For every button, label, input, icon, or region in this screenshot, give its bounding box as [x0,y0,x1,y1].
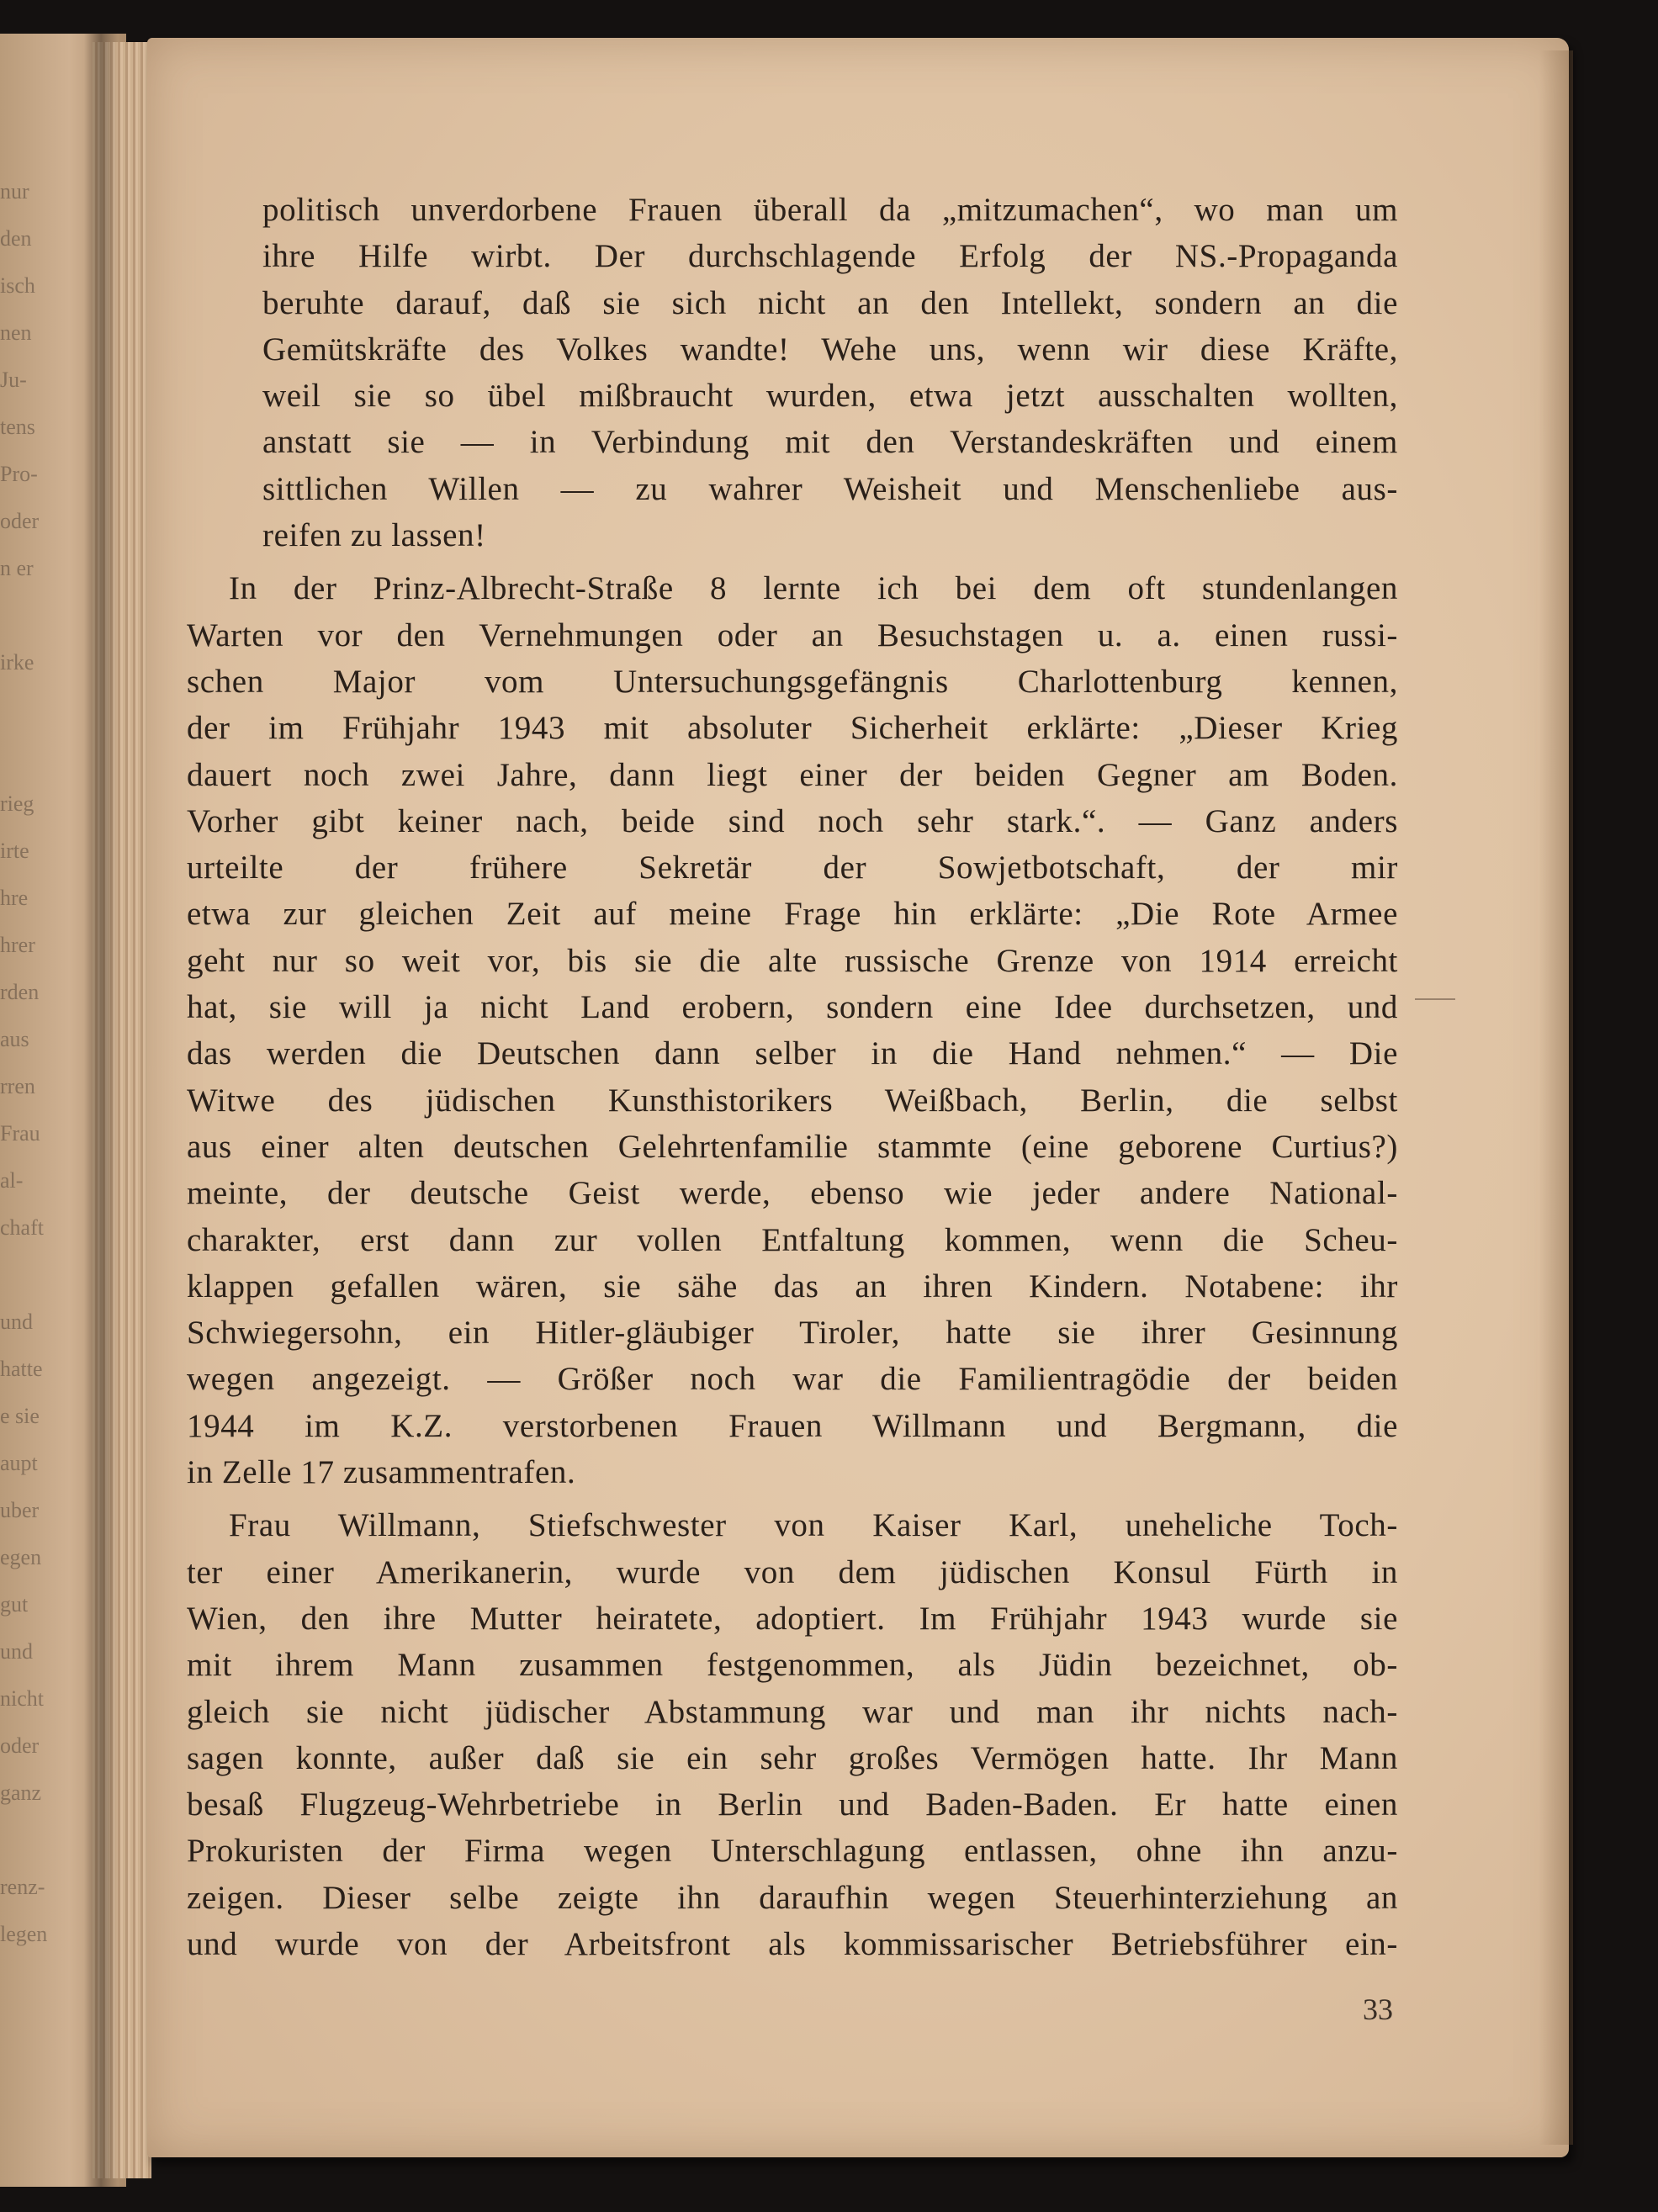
left-page-fragment: ganz [0,1781,42,1805]
text-line: Frau Willmann, Stiefschwester von Kaiser Karl, uneheliche Toch- [229,1507,1398,1544]
left-page-fragment: irte [0,839,29,863]
text-line: ihre Hilfe wirbt. Der durchschlagende Erfolg der NS.-Propaganda [262,238,1398,275]
left-page-fragment: nen [0,320,32,345]
left-page-fragment: rren [0,1074,35,1098]
left-page-fragment: nicht [0,1686,44,1711]
text-line: besaß Flugzeug-Wehrbetriebe in Berlin und Baden-Baden. Er hatte einen [187,1786,1398,1823]
text-line: Gemütskräfte des Volkes wandte! Wehe uns, wenn wir diese Kräfte, [262,331,1398,368]
left-page-fragment: gut [0,1592,29,1617]
text-line: In der Prinz-Albrecht-Straße 8 lernte ich bei dem oft stundenlangen [229,570,1398,607]
text-line: sittlichen Willen — zu wahrer Weisheit und Menschenliebe aus- [262,470,1398,507]
left-page-fragment: nur [0,179,29,204]
text-line: in Zelle 17 zusammentrafen. [187,1454,576,1491]
text-line: urteilte der frühere Sekretär der Sowjetbotschaft, der mir [187,849,1398,886]
left-page-fragment: rieg [0,791,34,816]
text-line: Prokuristen der Firma wegen Unterschlagung entlassen, ohne ihn anzu- [187,1833,1398,1870]
page-number: 33 [1363,1992,1393,2026]
left-page-fragment: und [0,1310,33,1334]
left-page-fragment: al- [0,1168,24,1193]
left-page-fragment: rden [0,980,40,1004]
left-page-fragment: legen [0,1922,48,1946]
text-line: hat, sie will ja nicht Land erobern, sondern eine Idee durchsetzen, und [187,989,1398,1026]
body-text [187,187,1398,1967]
left-page-fragment: uber [0,1498,40,1522]
left-page-fragment: oder [0,1733,40,1758]
left-page-fragment: hatte [0,1357,43,1381]
text-line: Witwe des jüdischen Kunsthistorikers Weißbach, Berlin, die selbst [187,1082,1398,1119]
text-line: zeigen. Dieser selbe zeigte ihn daraufhin wegen Steuerhinterziehung an [187,1879,1398,1916]
left-page-fragment: den [0,226,32,251]
text-line: anstatt sie — in Verbindung mit den Verstandeskräften und einem [262,424,1398,461]
text-line: mit ihrem Mann zusammen festgenommen, als Jüdin bezeichnet, ob- [187,1647,1398,1684]
left-page-fragment: oder [0,509,40,533]
text-line: Wien, den ihre Mutter heiratete, adoptiert. Im Frühjahr 1943 wurde sie [187,1600,1398,1637]
text-line: weil sie so übel mißbraucht wurden, etwa jetzt ausschalten wollten, [262,378,1398,415]
page-rim-shadow [1539,50,1573,2145]
text-line: 1944 im K.Z. verstorbenen Frauen Willmann und Bergmann, die [187,1407,1398,1444]
text-line: aus einer alten deutschen Gelehrtenfamilie stammte (eine geborene Curtius?) [187,1128,1398,1165]
text-line: charakter, erst dann zur vollen Entfaltung kommen, wenn die Scheu- [187,1221,1398,1258]
left-page-fragment [0,733,59,781]
left-page-fragment: Pro- [0,462,38,486]
left-page-fragment: n er [0,556,34,580]
left-page-fragment: egen [0,1545,42,1569]
text-line: ter einer Amerikanerin, wurde von dem jüdischen Konsul Fürth in [187,1553,1398,1590]
left-page-fragment: und [0,1639,33,1664]
text-line: klappen gefallen wären, sie sähe das an ihren Kindern. Notabene: ihr [187,1267,1398,1304]
left-page-fragment: renz- [0,1875,45,1899]
text-line: politisch unverdorbene Frauen überall da „mitzumachen“, wo man um [262,192,1398,228]
left-page-fragment: aupt [0,1451,38,1475]
text-line: Warten vor den Vernehmungen oder an Besuchstagen u. a. einen russi- [187,617,1398,654]
text-line: reifen zu lassen! [262,517,486,554]
left-page-fragment: isch [0,273,35,298]
text-line: Vorher gibt keiner nach, beide sind noch sehr stark.“. — Ganz anders [187,802,1398,839]
text-line: dauert noch zwei Jahre, dann liegt einer der beiden Gegner am Boden. [187,756,1398,793]
left-page-fragment: hrer [0,933,35,957]
left-page-fragment [0,592,59,639]
text-line: Schwiegersohn, ein Hitler-gläubiger Tiroler, hatte sie ihrer Gesinnung [187,1315,1398,1352]
left-page-fragment: hre [0,886,29,910]
text-line: meinte, der deutsche Geist werde, ebenso wie jeder andere National- [187,1175,1398,1212]
text-line: wegen angezeigt. — Größer noch war die Familientragödie der beiden [187,1361,1398,1398]
left-page-fragment: Frau [0,1121,40,1146]
text-line: gleich sie nicht jüdischer Abstammung war und man ihr nichts nach- [187,1693,1398,1730]
left-page-text-fragments [0,168,59,1958]
gutter-shadow [84,34,118,2187]
left-page-fragment: e sie [0,1404,40,1428]
text-line: etwa zur gleichen Zeit auf meine Frage hin erklärte: „Die Rote Armee [187,896,1398,933]
text-line: sagen konnte, außer daß sie ein sehr großes Vermögen hatte. Ihr Mann [187,1739,1398,1776]
text-line: und wurde von der Arbeitsfront als kommissarischer Betriebsführer ein- [187,1925,1398,1962]
left-page-fragment: Ju- [0,368,27,392]
text-line: geht nur so weit vor, bis sie die alte russische Grenze von 1914 erreicht [187,942,1398,979]
left-page-fragment [0,686,59,733]
left-page-fragment: tens [0,415,35,439]
left-page-fragment: irke [0,650,34,675]
text-line: beruhte darauf, daß sie sich nicht an den Intellekt, sondern an die [262,284,1398,321]
text-line: der im Frühjahr 1943 mit absoluter Sicherheit erklärte: „Dieser Krieg [187,710,1398,747]
left-page-fragment [0,1817,59,1864]
margin-pencil-mark [1415,998,1455,1000]
left-page-fragment: aus [0,1027,29,1051]
left-page-fragment: chaft [0,1215,44,1240]
left-page-fragment [0,1252,59,1299]
text-line: das werden die Deutschen dann selber in die Hand nehmen.“ — Die [187,1035,1398,1072]
text-line: schen Major vom Untersuchungsgefängnis Charlottenburg kennen, [187,663,1398,700]
